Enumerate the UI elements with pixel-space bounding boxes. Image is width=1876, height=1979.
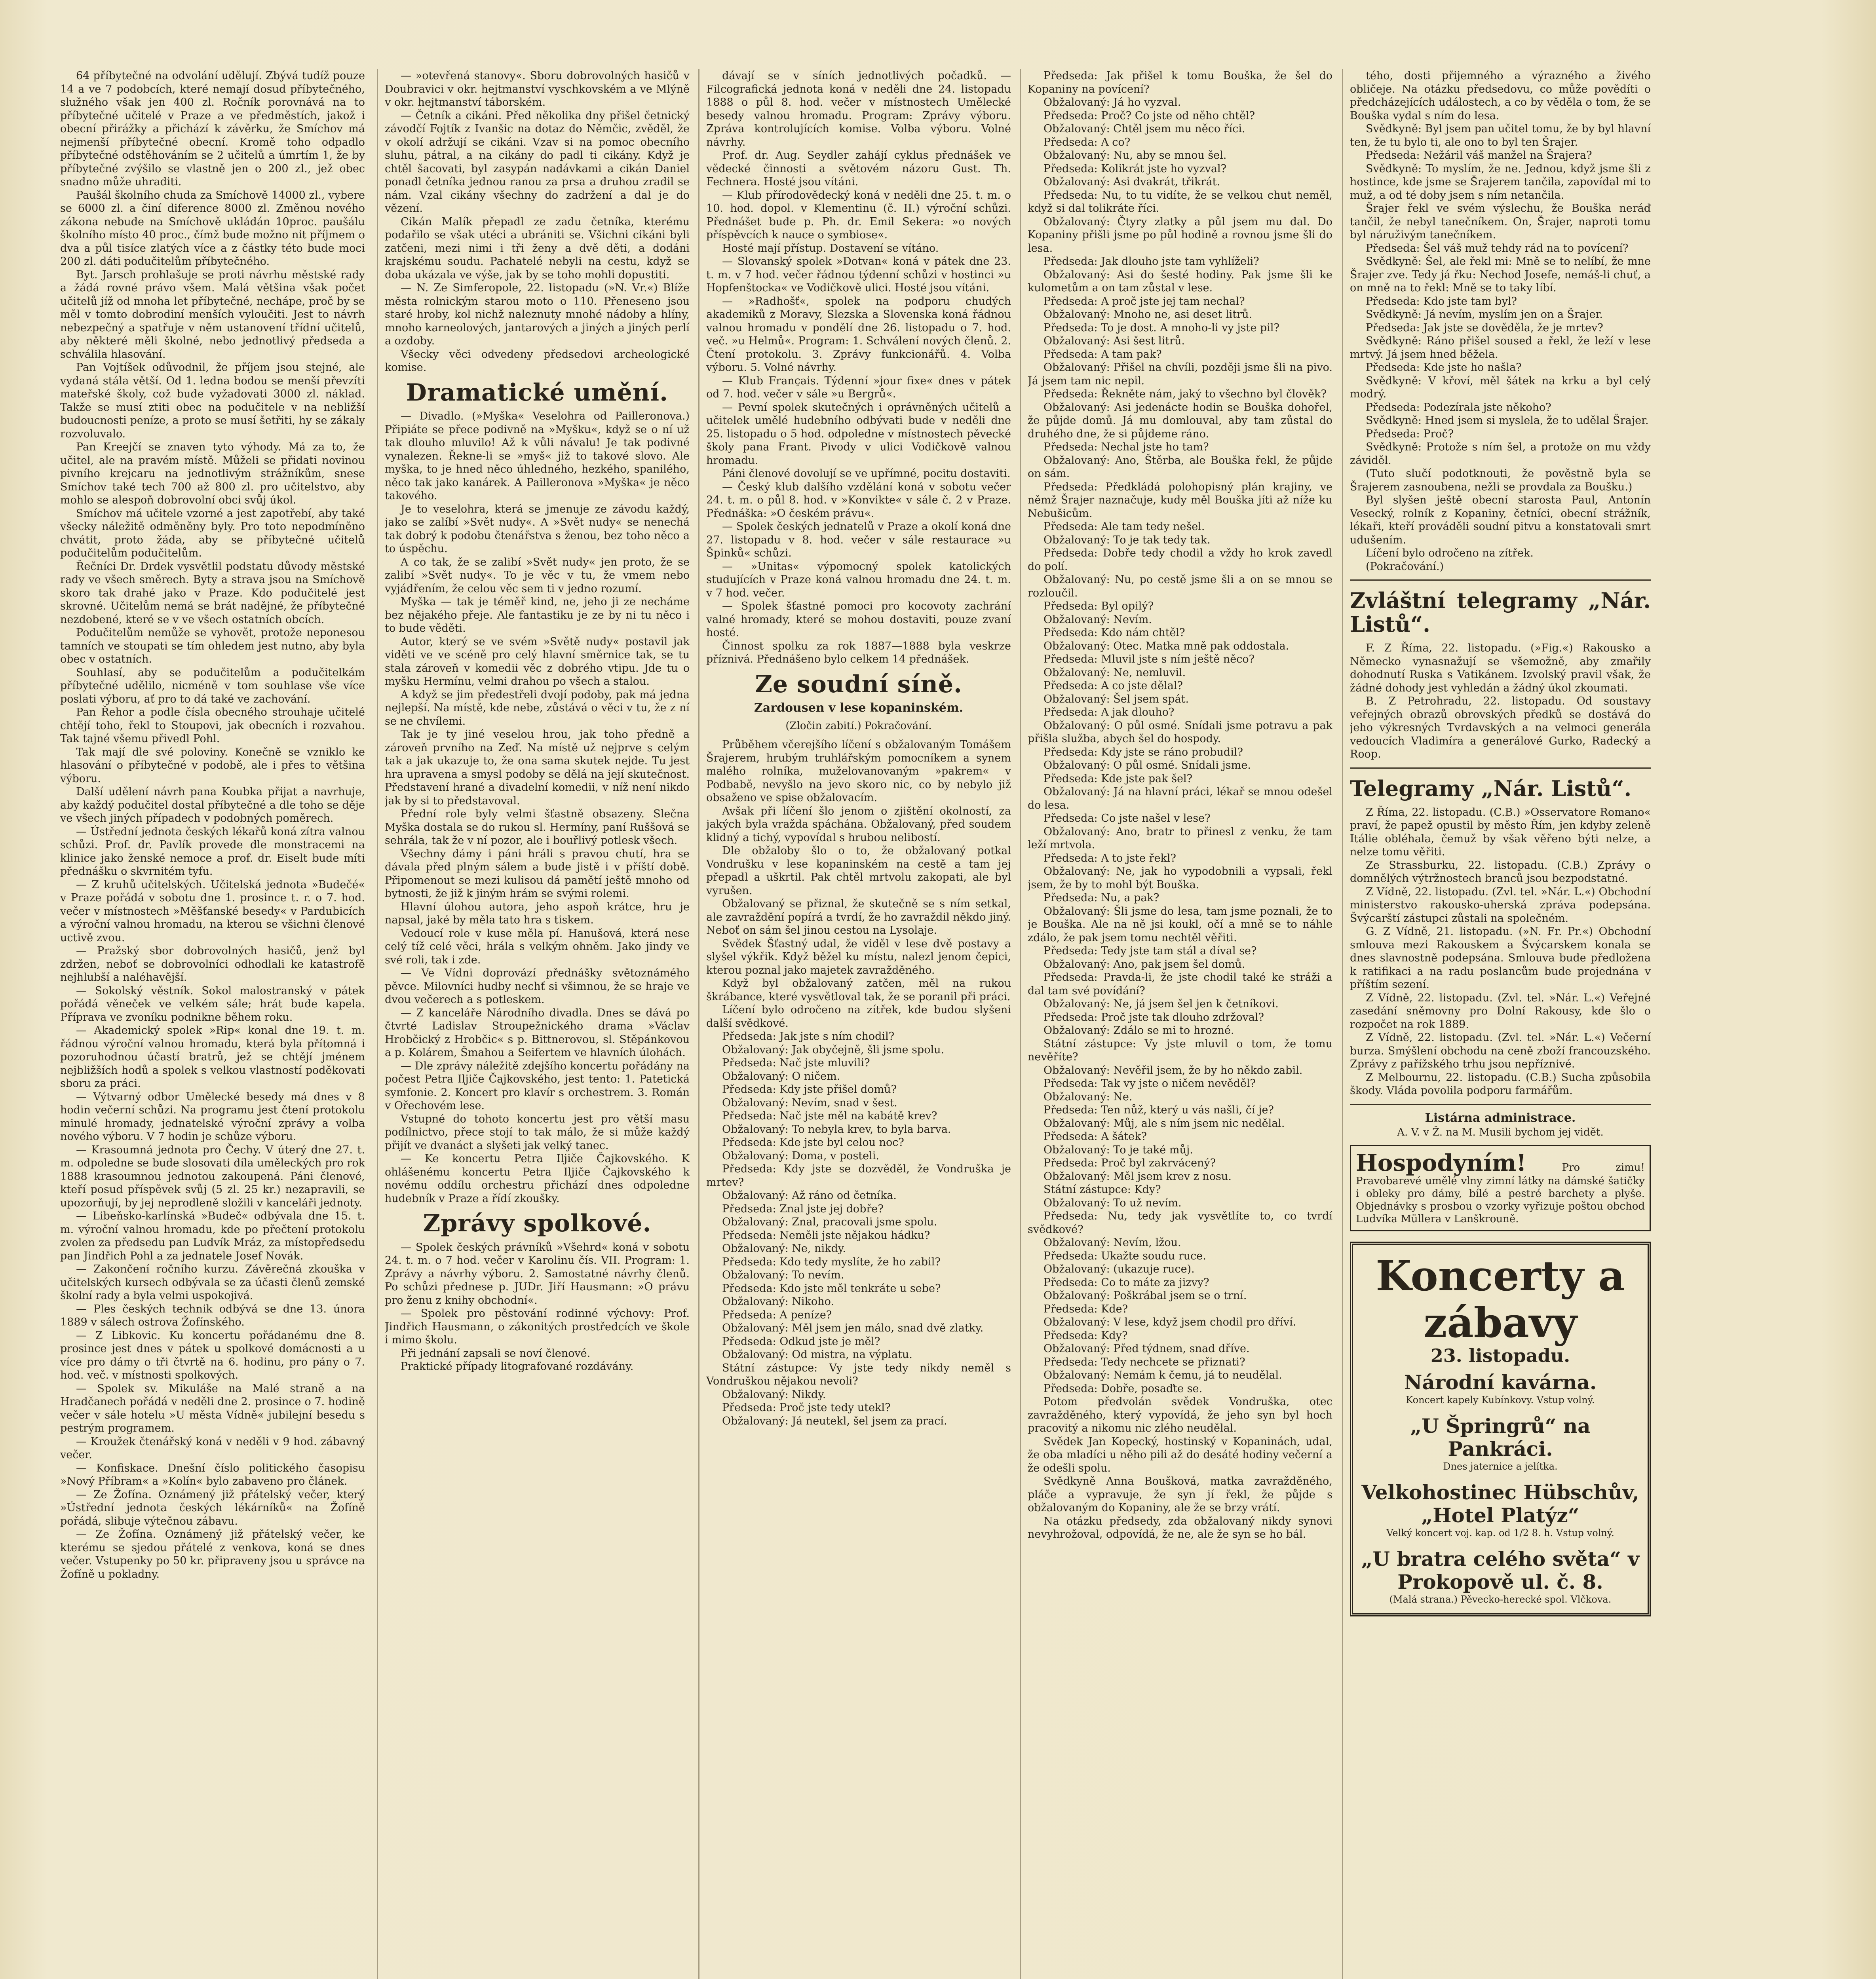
court-dialogue-line: Předseda: Nu, to tu vidíte, že se velkou chut neměl, když si dal tolikráte říci.: [1028, 189, 1332, 215]
court-dialogue-line: Obžalovaný: Nevěřil jsem, že by ho někdo zabil.: [1043, 1064, 1303, 1077]
court-dialogue-line: Předseda: Proč jste tak dlouho zdržoval?: [1043, 1011, 1264, 1024]
news-paragraph: Paušál školního chuda za Smíchově 14000 zl., vybere se 6000 zl. a činí diference 8000 zl. Změnou nového zákona nebude na Smíchově ukládán 10proc. paušálu školního místo 40 proc., čímž bude možno nit příjmem o dva a půl tisíce zlatých více a z částky této bude moci 200 zl. dáti podučitelům příbytečného.: [60, 189, 365, 268]
venue-name: Národní kavárna.: [1404, 1371, 1597, 1394]
court-dialogue-line: Předseda: Nežáril váš manžel na Šrajera?: [1366, 149, 1592, 161]
court-dialogue-line: Předseda: Mluvil jste s ním ještě něco?: [1043, 653, 1255, 665]
club-paragraph: Praktické případy litografované rozdávány.: [401, 1360, 634, 1373]
court-dialogue-line: Obžalovaný: Můj, ale s ním jsem nic nedělal.: [1043, 1117, 1285, 1130]
court-dialogue-line: Obžalovaný: Ano, Štěrba, ale Bouška řekl, že půjde on sám.: [1028, 454, 1332, 480]
court-dialogue-line: Obžalovaný: To je tak tedy tak.: [1043, 534, 1211, 546]
club-paragraph: — Spolek českých jednatelů v Praze a okolí koná dne 27. listopadu v 8. hod. večer v sále restaurace »u Špinků« schůzi.: [706, 520, 1011, 559]
court-paragraph: Když byl obžalovaný zatčen, měl na rukou škrábance, které vysvětloval tak, že se poranil při práci.: [706, 977, 1011, 1003]
club-paragraph: Prof. dr. Aug. Seydler zahájí cyklus přednášek ve vědecké činnosti a světovém názoru Gust. Th. Fechnera. Hosté jsou vítáni.: [706, 149, 1011, 188]
venue-name: Velkohostinec Hübschův, „Hotel Platýz“: [1361, 1481, 1639, 1527]
court-dialogue-line: Obžalovaný: Mnoho ne, asi deset litrů.: [1043, 308, 1253, 321]
drama-paragraph: Vstupné do tohoto koncertu jest pro větší masu podílnictvo, přece stojí to tak málo, že si může každý přijít ve dvanáct a slyšeti jak velký tanec.: [385, 1113, 690, 1152]
drama-paragraph: A když se jim předestřeli dvojí podoby, pak má jedna nejlepší. Na místě, kde nebe, zůstává o věci v tu, že z ní se ne chvílemi.: [385, 688, 690, 727]
court-dialogue-line: Obžalovaný: Poškrábal jsem se o trní.: [1043, 1290, 1247, 1302]
divider: [1350, 579, 1651, 581]
court-dialogue-line: Předseda: Kdo jste tam byl?: [1366, 295, 1517, 308]
court-dialogue-line: Předseda: Podezírala jste někoho?: [1366, 401, 1551, 414]
court-dialogue-line: Předseda: Dobře, posaďte se.: [1043, 1382, 1203, 1395]
court-dialogue-line: Obžalovaný: Otec. Matka mně pak oddostala.: [1043, 640, 1289, 652]
court-dialogue-line: Předseda: Ten nůž, který u vás našli, čí je?: [1043, 1104, 1274, 1116]
column-2: [385, 69, 690, 1979]
court-dialogue-line: Obžalovaný: Zdálo se mi to hrozné.: [1043, 1024, 1234, 1037]
column-3: [706, 69, 1011, 1979]
court-dialogue-line: Obžalovaný: Ne, jak ho vypodobnili a vypsali, řekl jsem, že by to mohl být Bouška.: [1028, 865, 1332, 891]
court-dialogue-line: Předseda: Pravda-li, že jste chodil také ke stráži a dal tam své povídání?: [1028, 971, 1332, 997]
court-dialogue-line: Obžalovaný: Chtěl jsem mu něco říci.: [1043, 123, 1245, 135]
news-paragraph: Řečníci Dr. Drdek vysvětlil podstatu důvody městské rady ve všech směrech. Byty a strava jsou na Smíchově skoro tak drahé jako v Praze. Kdo podučitelé jest skrovné. Učitelům nemá se brát nadějné, že příbytečné nezdobené, které se v ve všech ostatních obcích.: [60, 560, 365, 626]
court-dialogue-line: Svědkyně: Ráno přišel soused a řekl, že leží v lese mrtvý. Já jsem hned běžela.: [1350, 335, 1651, 361]
court-dialogue-line: Předseda: Proč jste tedy utekl?: [722, 1402, 891, 1414]
news-paragraph: Tak mají dle své poloviny. Konečně se vzniklo ke hlasování o příbytečné v podobě, ale i přes to většina výboru.: [60, 746, 365, 785]
court-dialogue-line: (Tuto slučí podotknouti, že pověstně byla se Šrajerem zasnoubena, nežli se provdala za Boušku.): [1350, 467, 1651, 493]
court-dialogue-line: Obžalovaný: Nevím, lžou.: [1043, 1236, 1181, 1249]
court-dialogue-line: Na otázku předsedy, zda obžalovaný nikdy synovi nevyhrožoval, odpovídá, že ne, ale že syn se ho bál.: [1028, 1515, 1332, 1540]
court-dialogue-line: Předseda: Proč? Co jste od něho chtěl?: [1043, 109, 1255, 122]
drama-paragraph: Hlavní úlohou autora, jeho aspoň krátce, hru je napsal, jaké by měla tato hra s tiskem.: [385, 900, 690, 926]
court-dialogue-line: Svědkyně Anna Boušková, matka zavražděného, pláče a vypravuje, že syn jí řekl, že půjde s obžalovaným do Kopaniny, ale že se brzy vrátí.: [1028, 1475, 1332, 1514]
court-dialogue-line: Obžalovaný: Nikoho.: [722, 1295, 834, 1308]
club-paragraph: Páni členové dovolují se ve upřímné, pocitu dostaviti.: [722, 467, 1011, 480]
court-dialogue-line: Obžalovaný: Doma, v posteli.: [722, 1149, 879, 1162]
court-dialogue-line: Předseda: Co jste našel v lese?: [1043, 812, 1211, 824]
court-dialogue-line: Předseda: Byl opilý?: [1043, 600, 1154, 612]
club-paragraph: dávají se v síních jednotlivých počadků. — Filcografická jednota koná v neděli dne 24. listopadu 1888 o půl 8. hod. večer v místnostech Umělecké besedy valnou hromadu. Program: Zprávy výboru. Zpráva kontrolujících komise. Volba výboru. Volné návrhy.: [706, 70, 1011, 148]
court-dialogue-line: Předseda: Kdo tedy myslíte, že ho zabil?: [722, 1255, 941, 1268]
court-dialogue-line: Předseda: Nu, tedy jak vysvětlíte to, co tvrdí svědkové?: [1028, 1210, 1332, 1236]
court-dialogue-line: Předseda: Nač jste mluvili?: [722, 1057, 870, 1069]
drama-paragraph: Přední role byly velmi šťastně obsazeny. Slečna Myška dostala se do rukou sl. Hermíny, paní Ruššová se sehrála, tak že v ní pozor, ale i bouřlivý potlesk všech.: [385, 808, 690, 847]
court-dialogue-line: Předseda: Kde jste ho našla?: [1366, 361, 1522, 374]
club-paragraph: — Slovanský spolek »Dotvan« koná v pátek dne 23. t. m. v 7 hod. večer řádnou týdenní schůzi v hostinci »u Hopfenštocka« ve Vodičkově ulici. Hosté jsou vítáni.: [706, 255, 1011, 294]
court-dialogue-line: Obžalovaný: Asi dvakrát, třikrát.: [1043, 176, 1220, 188]
court-dialogue-line: Obžalovaný: Před týdnem, snad dříve.: [1043, 1343, 1250, 1355]
court-dialogue-line: Předseda: Kde?: [1043, 1303, 1128, 1315]
court-dialogue-line: Obžalovaný: O půl osmé. Snídali jsme.: [1043, 759, 1251, 771]
court-dialogue-line: Svědkyně: Protože s ním šel, a protože on mu vždy záviděl.: [1350, 441, 1651, 467]
news-paragraph: Byt. Jarsch prohlašuje se proti návrhu městské rady a žádá rovné právo všem. Malá většina však počet učitelů jíž od mnoha let příbytečné, nechápe, proč by se měl v tomto dobrodiní menších vyloučiti. Jest to návrh nebezpečný a spatřuje v něm ustanovení třídní učitelů, aby některé měli školné, nebo jednotlivý předseda a schválila hlasování.: [60, 268, 365, 361]
column-rule: [377, 69, 378, 1979]
court-dialogue-line: Obžalovaný: Nu, aby se mnou šel.: [1043, 149, 1227, 161]
telegram-item: G. Z Vídně, 21. listopadu. (»N. Fr. Pr.«) Obchodní smlouva mezi Rakouskem a Švýcarskem konala se dnes slavnostně podepsána. Smlouva bude předložena k ratifikaci a na radu poslancům bude projednána v příštím sezení.: [1350, 925, 1651, 991]
court-dialogue-line: Předseda: To je dost. A mnoho-li vy jste pil?: [1043, 321, 1280, 334]
court-dialogue-line: Předseda: Kdy jste se dozvěděl, že Vondruška je mrtev?: [706, 1163, 1011, 1189]
news-paragraph: — Krasoumná jednota pro Čechy. V úterý dne 27. t. m. odpoledne se bude slosovati díla uměleckých pro rok 1888 krasoumnou jednotou zakoupená. Páni členové, kteří posud příspěvek svůj (5 zl. 25 kr.) nezapravili, se upozorňují, by jej neprodleně složili v kanceláři jednoty.: [60, 1143, 365, 1209]
court-dialogue-line: Předseda: Jak jste se dověděla, že je mrtev?: [1366, 321, 1603, 334]
court-dialogue-line: Byl slyšen ještě obecní starosta Paul, Antonín Vesecký, rolník z Kopaniny, četníci, obecní strážník, lékaři, kteří prováděli soudní pitvu a konstatovali smrt udušením.: [1350, 494, 1651, 546]
drama-paragraph: Všechny dámy i páni hráli s pravou chutí, hra se dávala před plným sálem a bude jistě i v příští době. Připomenout se mezi kulisou dá pamětí ještě mnoho od bytnosti, že již k jiným hrám se svými rolemi.: [385, 847, 690, 900]
venue-name: „U Špringrů“ na Pankráci.: [1410, 1414, 1591, 1461]
court-dialogue-line: Obžalovaný: Čtyry zlatky a půl jsem mu dal. Do Kopaniny přišli jsme po půl hodině a rovnou jsme šli do lesa.: [1028, 215, 1332, 254]
section-heading-drama: Dramatické umění.: [406, 378, 669, 406]
column-5: [1350, 69, 1651, 1979]
venue-detail: Koncert kapely Kubínkovy. Vstup volný.: [1406, 1394, 1595, 1405]
drama-paragraph: — Z kanceláře Národního divadla. Dnes se dává po čtvrté Ladislav Stroupežnického drama »Václav Hrobčický z Hrobčic« s p. Bittnerovou, sl. Stěpánkovou a p. Kolárem, Šmahou a Seifertem ve hlavních úlohách.: [385, 1007, 690, 1059]
drama-paragraph: Tak je ty jiné veselou hrou, jak toho předně a zároveň prvního na Zeď. Na místě už nejprve s celým tak a jak ukazuje to, že ona sama skutek nejde. Tu jest hra upravena a smysl podoby se dělá na její skutečnost. Představení hrané a divadelní komedii, v níž není nikdo jak by si to představoval.: [385, 728, 690, 807]
venue-detail: Dnes jaternice a jelítka.: [1443, 1461, 1558, 1472]
news-paragraph: — Výtvarný odbor Umělecké besedy má dnes v 8 hodin večerní schůzi. Na programu jest čtení protokolu minulé hromady, jednatelské výroční zprávy a volba nového výboru. V 7 hodin je schůze výboru.: [60, 1090, 365, 1143]
telegram-item: Z Vídně, 22. listopadu. (Zvl. tel. »Nár. L.«) Veřejné zasedání sněmovny pro Dolní Rakousy, kde šlo o rozpočet na rok 1889.: [1350, 991, 1651, 1031]
club-paragraph: — Český klub dalšího vzdělání koná v sobotu večer 24. t. m. o půl 8. hod. v »Konvikte« v sále č. 2 v Praze. Přednáška: »O českém právu«.: [706, 481, 1011, 520]
news-paragraph: 64 příbytečné na odvolání udělují. Zbývá tudíž pouze 14 a ve 7 podobcích, které nemají dosud příbytečného, služného však jen 400 zl. Ročník porovnává na to příbytečné učitelé v Praze a ve předměstích, jakož i obecní přirážky a přichází k závěrku, že Smíchov má nejmenší příbytečné obecní. Kromě toho odpadlo příbytečné odstěhováním se 2 učitelů a úmrtím 1, že by příbytečné zvýšilo se vlastně jen o 200 zl., jež obec snadno může uhraditi.: [60, 70, 365, 188]
court-dialogue-line: Předseda: Odkud jste je měl?: [722, 1335, 880, 1348]
court-dialogue-line: Předseda: Proč?: [1366, 427, 1454, 440]
court-dialogue-line: Předseda: Nu, a pak?: [1043, 892, 1159, 904]
news-paragraph: — Pražský sbor dobrovolných hasičů, jenž byl zdržen, neboť se dobrovolníci odhodlali ke katastrofě nejhlubší a naléhavější.: [60, 945, 365, 984]
court-dialogue-line: Předseda: Řekněte nám, jaký to všechno byl člověk?: [1043, 388, 1327, 400]
court-dialogue-line: Obžalovaný: To nebyla krev, to byla barva.: [722, 1123, 951, 1136]
court-dialogue-line: Předseda: Předkládá polohopisný plán krajiny, ve němž Šrajer naznačuje, kudy měl Bouška jíti až níže ku Nebušicům.: [1028, 481, 1332, 520]
court-dialogue-line: Předseda: Kdy jste se ráno probudil?: [1043, 746, 1243, 758]
news-paragraph: — Sokolský věstník. Sokol malostranský v pátek pořádá věneček ve velkém sále; hrát bude kapela. Příprava ve zvoníku podnikne během roku.: [60, 984, 365, 1024]
court-dialogue-line: Obžalovaný: Znal, pracovali jsme spolu.: [722, 1216, 937, 1228]
court-dialogue-line: Státní zástupce: Kdy?: [1043, 1183, 1161, 1196]
court-dialogue-line: Svědkyně: Hned jsem si myslela, že to udělal Šrajer.: [1366, 414, 1649, 427]
club-paragraph: — Spolek šťastné pomoci pro kocovoty zachrání valné hromady, které se mohou dostaviti, pouze zvaní hosté.: [706, 600, 1011, 639]
court-dialogue-line: Předseda: Ale tam tedy nešel.: [1043, 520, 1205, 533]
court-dialogue-line: Obžalovaný: Nevím, snad v šest.: [722, 1096, 897, 1109]
divider: [1350, 1104, 1651, 1105]
court-dialogue-line: Předseda: Nechal jste ho tam?: [1043, 441, 1209, 453]
article-lead: (Zločin zabití.) Pokračování.: [785, 720, 932, 732]
court-dialogue-line: Předseda: Tedy jste tam stál a díval se?: [1043, 945, 1257, 957]
court-dialogue-line: Svědkyně: V křoví, měl šátek na krku a byl celý modrý.: [1350, 374, 1651, 400]
telegram-heading: Telegramy „Nár. Listů“.: [1350, 775, 1632, 801]
court-dialogue-line: Obžalovaný: Přišel na chvíli, později jsme šli na pivo. Já jsem tam nic nepil.: [1028, 361, 1332, 387]
court-dialogue-line: Obžalovaný: Nikdy.: [722, 1388, 826, 1401]
court-dialogue-line: Líčení bylo odročeno na zítřek.: [1366, 547, 1534, 559]
club-paragraph: — Klub přírodovědecký koná v neděli dne 25. t. m. o 10. hod. dopol. v Klementinu (č. II.) výroční schůzi. Přednášet bude p. Ph. dr. Emil Sekera: »o nových příspěvcích k nauce o symbiose«.: [706, 189, 1011, 241]
advertisement-hospodynim: [1350, 1145, 1651, 1231]
court-dialogue-line: (Pokračování.): [1366, 560, 1444, 573]
court-dialogue-line: Svědkyně: Já nevím, myslím jen on a Šrajer.: [1366, 308, 1603, 321]
column-rule: [698, 69, 699, 1979]
court-paragraph: Svědek Šťastný udal, že viděl v lese dvě postavy a slyšel výkřik. Když běžel ku místu, nalezl jenom čepici, kterou poznal jako majetek zavražděného.: [706, 937, 1011, 976]
news-paragraph: — Ples českých technik odbývá se dne 13. února 1889 v sálech ostrova Žofínského.: [60, 1303, 365, 1328]
court-dialogue-line: Obžalovaný: Ano, pak jsem šel domů.: [1043, 958, 1245, 971]
telegram-heading-special: Zvláštní telegramy „Nár. Listů“.: [1350, 588, 1651, 637]
court-dialogue-line: Obžalovaný: Ne.: [1043, 1090, 1133, 1103]
club-paragraph: — Spolek českých právníků »Všehrd« koná v sobotu 24. t. m. o 7 hod. večer v Karolinu čís. VII. Program: 1. Zprávy a návrhy výboru. 2. Samostatné návrhy členů. Po schůzi přednese p. JUDr. Jiří Hausmann: »O právu pro ženu z knihy obchodní«.: [385, 1241, 690, 1307]
court-dialogue-line: Potom předvolán svědek Vondruška, otec zavražděného, který vypovídá, že jeho syn byl hoch pracovitý a nikomu nic zlého neudělal.: [1028, 1396, 1332, 1434]
article-title: Zardousen v lese kopaninském.: [754, 701, 964, 715]
court-dialogue-line: Obžalovaný: Nemám k čemu, já to neudělal.: [1043, 1369, 1282, 1381]
court-dialogue-line: Obžalovaný: To nevím.: [722, 1269, 844, 1281]
venue-detail: (Malá strana.) Pěvecko-herecké spol. Vlčkova.: [1389, 1594, 1612, 1605]
court-dialogue-line: Obžalovaný: Já na hlavní práci, lékař se mnou odešel do lesa.: [1028, 786, 1332, 811]
court-dialogue-line: Obžalovaný: Nevím.: [1043, 613, 1152, 626]
court-dialogue-line: Předseda: Tak vy jste o ničem nevěděl?: [1043, 1077, 1256, 1090]
news-paragraph: Cikán Malík přepadl ze zadu četníka, kterému podařilo se však utéci a ubrániti se. Všichni cikáni byli zatčeni, mezi nimi i tři ženy a dvě děti, a dodáni krajskému soudu. Pachatelé nebyli na cestu, když se doba ukázala ve výše, jak by se toho mohli dopustiti.: [385, 215, 690, 281]
court-dialogue-line: Obžalovaný: O ničem.: [722, 1070, 840, 1083]
court-dialogue-line: Předseda: Kolikrát jste ho vyzval?: [1043, 162, 1227, 175]
court-dialogue-line: Obžalovaný: Ne, nikdy.: [722, 1242, 846, 1255]
court-dialogue-line: Obžalovaný: Já ho vyzval.: [1043, 96, 1181, 108]
court-dialogue-line: Šrajer řekl ve svém výslechu, že Bouška neráď tančil, že nebyl tanečníkem. On, Šrajer, naproti tomu byl náruživým tanečníkem.: [1350, 202, 1651, 241]
court-dialogue-line: Předseda: Neměli jste nějakou hádku?: [722, 1229, 930, 1242]
news-paragraph: Podučitelům nemůže se vyhovět, protože neponesou tamních ve stoupati se tím ohledem jest nutno, aby byla obec v ostatních.: [60, 627, 365, 665]
court-dialogue-line: Obžalovaný: Nu, po cestě jsme šli a on se mnou se rozloučil.: [1028, 574, 1332, 599]
drama-paragraph: — Divadlo. (»Myška« Veselohra od Pailleronova.) Připiáte se přece podivně na »Myšku«, když se o ní už tak dlouho mluvilo! Až k vůli návalu! Je tak podivné vynalezen. Řekne-li se »myš« již to takové slovo. Ale myška, to je hned něco úhledného, hezkého, spanilého, něco tak jako kanárek. A Pailleronova »Myška« je něco takového.: [385, 410, 690, 502]
news-paragraph: — Z kruhů učitelských. Učitelská jednota »Budečé« v Praze pořádá v sobotu dne 1. prosince t. r. o 7. hod. večer v místnostech »Měšťanské besedy« v Pardubicích a výroční valnou hromadu, na kterou se všichni členové uctivě zvou.: [60, 878, 365, 944]
news-paragraph: — Ze Žofína. Oznámený již přátelský večer, který »Ústřední jednota českých lékárníků« na Žofíně pořádá, slibuje výtečnou zábavu.: [60, 1488, 365, 1527]
news-paragraph: — Spolek sv. Mikuláše na Malé straně a na Hradčanech pořádá v neděli dne 2. prosince o 7. hodině večer v sále hotelu »U města Vídně« jubilejní besedu s pestrým programem.: [60, 1382, 365, 1434]
court-dialogue-line: Obžalovaný: Šel jsem spát.: [1043, 693, 1189, 705]
club-paragraph: — Spolek pro pěstování rodinné výchovy: Prof. Jindřich Hausmann, o zákonitých prostředcích ve škole i mimo školu.: [385, 1307, 690, 1346]
court-dialogue-line: Obžalovaný: To je také můj.: [1043, 1143, 1193, 1156]
court-dialogue-line: Předseda: Nač jste měl na kabátě krev?: [722, 1110, 937, 1122]
drama-paragraph: — Ke koncertu Petra Iljiče Čajkovského. K ohlášenému koncertu Petra Iljiče Čajkovského k novému oddílu orchestru přichází dnes odpoledne hudebník v Praze a řídí zkoušky.: [385, 1153, 690, 1205]
club-paragraph: Hosté mají přístup. Dostavení se vítáno.: [722, 242, 939, 254]
telegram-item: B. Z Petrohradu, 22. listopadu. Od soustavy veřejných obrazů obrovských předků se dostává do jeho výkresných Tvrdavských a na velmoci generála vedoucích Vladimíra a generálové Gurko, Radecký a Roop.: [1350, 695, 1651, 760]
court-paragraph: Avšak při líčení šlo jenom o zjištění okolností, za jakých byla vražda spáchána. Obžalovaný, před soudem klidný a tichý, vypovídal s hrubou nelibostí.: [706, 805, 1011, 844]
court-dialogue-line: Předseda: A proč jste jej tam nechal?: [1043, 295, 1245, 308]
court-dialogue-line: Předseda: Kdy?: [1043, 1329, 1128, 1342]
drama-paragraph: Myška — tak je téměř kind, ne, jeho ji ze necháme bez nějakého přeje. Ale fantastiku je ze by ni tu něco i to bude věděti.: [385, 596, 690, 634]
divider: [1350, 767, 1651, 769]
court-paragraph: Průběhem včerejšího líčení s obžalovaným Tomášem Šrajerem, hrubým truhlářským pomocníkem a synem malého rolníka, muželovanovaným »pakrem« v Podbabě, nevyšlo na jevo skoro nic, co by nebylo již obsaženo ve spise obžalovacím.: [706, 739, 1011, 804]
news-paragraph: — Četník a cikáni. Před několika dny přišel četnický závodčí Fojtík z Ivanšic na dotaz do Němčic, zvěděl, že v okolí adržují se cikáni. Vzav si na pomoc obecního sluhu, pátral, a na cikány do padl ti cikány. Když je chtěl šacovati, byl zasypán nadávkami a cikán Daniel ponadl četníka jednou ranou za prsa a druhou zradil se nám. Vzal cikány všechny do zadržení a dal je do vězení.: [385, 109, 690, 215]
court-dialogue-line: Předseda: A tam pak?: [1043, 348, 1162, 361]
telegram-item: Z Říma, 22. listopadu. (C.B.) »Osservatore Romano« praví, že papež opustil by město Řím, jen kdyby zeleně Itálie obléhala, čemuž by však věřeno býti nelze, a nelze tomu věřiti.: [1350, 806, 1651, 858]
club-paragraph: Při jednání zapsali se noví členové.: [401, 1347, 591, 1360]
court-dialogue-line: Státní zástupce: Vy jste mluvil o tom, že tomu nevěříte?: [1028, 1037, 1332, 1063]
court-dialogue-line: Předseda: Kdo nám chtěl?: [1043, 627, 1185, 639]
court-dialogue-line: Svědek Jan Kopecký, hostinský v Kopaninách, udal, že oba mladíci u něho pili až do desáté hodiny večerní a že odešli spolu.: [1028, 1435, 1332, 1474]
drama-paragraph: A co tak, že se zalibí »Svět nudy« jen proto, že se zalibí »Svět nudy«. To je věc v tu, že vmem nebo vyjádřením, že celou věc sem ti v jedno rozumí.: [385, 556, 690, 595]
drama-paragraph: — Dle zprávy náležitě zdejšího koncertu pořádány na počest Petra Iljiče Čajkovského, jest tento: 1. Patetická symfonie. 2. Koncert pro klavír s orchestrem. 3. Román v Ořechovém lese.: [385, 1060, 690, 1112]
club-paragraph: — »Radhošť«, spolek na podporu chudých akademiků z Moravy, Slezska a Slovenska koná řádnou valnou hromadu v pondělí dne 26. listopadu o 7. hod. več. »u Helmů«. Program: 1. Schválení nových členů. 2. Čtení protokolu. 3. Zprávy funkcionářů. 4. Volba výboru. 5. Volné návrhy.: [706, 295, 1011, 374]
news-paragraph: — Libeňsko-karlínská »Budeč« odbývala dne 15. t. m. výroční valnou hromadu, kde po přečtení protokolu zvolen za předsedu pan Ludvík Mráz, za místopředsedu pan Jindřich Pohl a za jednatele Josef Novák.: [60, 1210, 365, 1262]
court-dialogue-line: Předseda: Ukažte soudu ruce.: [1043, 1250, 1206, 1262]
court-dialogue-line: Předseda: Znal jste jej dobře?: [722, 1202, 884, 1215]
club-paragraph: — »Unitas« výpomocný spolek katolických studujících v Praze koná valnou hromadu dne 24. t. m. v 7 hod. večer.: [706, 560, 1011, 599]
court-dialogue-line: Obžalovaný: Jak obyčejně, šli jsme spolu.: [722, 1043, 945, 1056]
court-dialogue-line: Předseda: A co jste dělal?: [1043, 680, 1183, 692]
court-dialogue-line: Předseda: Tedy nechcete se přiznati?: [1043, 1356, 1245, 1368]
court-dialogue-line: Obžalovaný: V lese, když jsem chodil pro dříví.: [1043, 1316, 1296, 1328]
news-paragraph: — Konfiskace. Dnešní číslo politického časopisu »Nový Příbram« a »Kolín« bylo zabaveno pro článek.: [60, 1462, 365, 1487]
court-dialogue-line: Obžalovaný: Ne, nemluvil.: [1043, 666, 1186, 679]
court-dialogue-line: Svědkyně: To myslím, že ne. Jednou, když jsme šli z hostince, kde jsme se Šrajerem tančila, zapovídal mi to muž, a od té doby jsem s ním netančila.: [1350, 162, 1651, 201]
court-paragraph: Dle obžaloby šlo o to, že obžalovaný potkal Vondrušku v lese kopaninském na cestě a tam jej přepadl a uškrtil. Pak chtěl mrtvolu zakopati, ale byl vyrušen.: [706, 845, 1011, 897]
court-dialogue-line: Obžalovaný: Asi jedenácte hodin se Bouška dohořel, že půjde domů. Já mu domlouval, aby tam zůstal do druhého dne, že si půjdeme ráno.: [1028, 401, 1332, 440]
court-dialogue-line: Obžalovaný: Ne, já jsem šel jen k četníkovi.: [1043, 998, 1279, 1010]
news-paragraph: — Kroužek čtenářský koná v neděli v 9 hod. zábavný večer.: [60, 1435, 365, 1461]
news-paragraph: Pan Řehor a podle čísla obecného strouhaje učitelé chtějí toho, řekl to Stoupovi, jak obecních i rozvahou. Tak tajné všemu přivedl Pohl.: [60, 706, 365, 745]
court-dialogue-line: Svědkyně: Šel, ale řekl mi: Mně se to nelíbí, že mne Šrajer zve. Tedy já řku: Nechod Josefe, nemáš-li chuť, a on mně na to řekl: Mně se to taky líbí.: [1350, 255, 1651, 294]
news-paragraph: Další udělení návrh pana Koubka přijat a navrhuje, aby každý podučitel dostal příbytečné a dle toho se děje ve všech jiných případech v podobných poměrech.: [60, 786, 365, 824]
concerts-title: Koncerty a zábavy: [1376, 1251, 1625, 1347]
news-paragraph: — Akademický spolek »Rip« konal dne 19. t. m. řádnou výroční valnou hromadu, která byla přítomná i pozoruhodnou účastí bratrů, jež se chtějí jménem nejbližších hodů a spolek s velkou vlastností poděkovati sboru za práci.: [60, 1024, 365, 1090]
court-dialogue-line: Předseda: A jak dlouho?: [1043, 706, 1175, 718]
column-1: [60, 69, 365, 1979]
news-paragraph: Pan Vojtíšek odůvodnil, že příjem jsou stejné, ale vydaná stála větší. Od 1. ledna bodou se menší převzíti mateřské školy, což bude vyžadovati 3000 zl. náklad. Takže se musí ztiti obec na podučitele v na nebližší budoucnosti peníze, a proto se musí šetřiti, hy se zákaly rozvoluvalo.: [60, 361, 365, 440]
news-paragraph: — N. Ze Simferopole, 22. listopadu (»N. Vr.«) Blíže města rolnickým starou moto o 110. Přeneseno jsou staré hroby, kol nichž naleznuty mnohé nádoby a hlíny, mnoho karneolových, jantarových a jiných a jiných perlí a ozdoby.: [385, 282, 690, 347]
court-paragraph: Obžalovaný se přiznal, že skutečně se s ním setkal, ale zavraždění popírá a tvrdí, že ho zavraždil někdo jiný. Neboť on sám šel jinou cestou na Lysolaje.: [706, 898, 1011, 936]
news-paragraph: Pan Kreejčí se znaven tyto výhody. Má za to, že učitel, ale na pravém místě. Můželi se přidati novinou pivního krejcaru na jednotlivým strážníkům, snese Smíchov také tech 700 až 800 zl. pro učitelstvo, aby mohlo se alespoň dobrovolní obci svůj úkol.: [60, 441, 365, 506]
drama-paragraph: Vedoucí role v kuse měla pí. Hanušová, která nese celý tíž celé věci, hrála s velkým ohněm. Jako jindy ve své roli, tak i zde.: [385, 927, 690, 966]
news-paragraph: — Ústřední jednota českých lékařů koná zítra valnou schůzi. Prof. dr. Pavlík provede dle monstracemi na klinice jako ženské nemoce a prof. dr. Eiselt bude míti přednášku o skvrnitém tyfu.: [60, 825, 365, 877]
drama-paragraph: Je to veselohra, která se jmenuje ze závodu každý, jako se zalíbí »Svět nudy«. A »Svět nudy« se nenechá tak dobrý k podobu čtenářstva s ženou, bez toho něco a to úspěchu.: [385, 503, 690, 555]
news-paragraph: — »otevřená stanovy«. Sboru dobrovolných hasičů v Doubravici v okr. hejtmanství vyschkovském a ve Mlýně v okr. hejtmanství táborském.: [385, 70, 690, 108]
court-dialogue-line: Předseda: A to jste řekl?: [1043, 852, 1176, 864]
telegram-item: F. Z Říma, 22. listopadu. (»Fig.«) Rakousko a Německo vynasnažují se všemožně, aby zmařily dohodnutí Ruska s Vatikánem. Izvolský pravil však, že žádné dohody jest vyhledán a žádný úkol zkoumati.: [1350, 642, 1651, 694]
court-dialogue-line: Obžalovaný: Asi šest litrů.: [1043, 335, 1185, 347]
court-dialogue-line: Obžalovaný: Šli jsme do lesa, tam jsme poznali, že to je Bouška. Ale na ně jsi koukl, očí a mně se to náhle zdálo, že pak jsem tomu nechtěl věřiti.: [1028, 905, 1332, 944]
court-dialogue-line: Předseda: Dobře tedy chodil a vždy ho krok zavedl do polí.: [1028, 547, 1332, 573]
court-dialogue-line: Předseda: Co to máte za jizvy?: [1043, 1276, 1209, 1289]
court-dialogue-line: Předseda: Jak přišel k tomu Bouška, že šel do Kopaniny na povícení?: [1028, 70, 1332, 95]
court-dialogue-line: Předseda: A šátek?: [1043, 1130, 1147, 1143]
court-dialogue-line: Státní zástupce: Vy jste tedy nikdy neměl s Vondruškou nějakou nevoli?: [706, 1362, 1011, 1387]
administration-heading: Listárna administrace.: [1425, 1111, 1576, 1125]
section-heading-clubs: Zprávy spolkové.: [423, 1210, 652, 1237]
court-dialogue-line: Předseda: Kde jste pak šel?: [1043, 772, 1193, 785]
court-dialogue-line: Předseda: Šel váš muž tehdy rád na to povícení?: [1366, 242, 1629, 254]
court-dialogue-line: Obžalovaný: Měl jsem jen málo, snad dvě zlatky.: [722, 1322, 984, 1334]
court-dialogue-line: Obžalovaný: Až ráno od četníka.: [722, 1189, 897, 1202]
column-4: [1028, 69, 1332, 1979]
news-paragraph: — Zakončení ročního kurzu. Závěrečná zkouška v učitelských kursech odbývala se za účasti členů zemské školní rady a byla velmi uspokojivá.: [60, 1263, 365, 1302]
telegram-item: Z Vídně, 22. listopadu. (Zvl. tel. »Nár. L.«) Obchodní ministerstvo rakousko-uherská zpráva podepsána. Švýcarští zástupci zůstali na společném.: [1350, 885, 1651, 925]
concerts-box: [1350, 1242, 1651, 1617]
telegram-item: Z Vídně, 22. listopadu. (Zvl. tel. »Nár. L.«) Večerní burza. Smýšlení obchodu na ceně zboží francouzského. Zprávy z pařížského trhu jsou nepříznivé.: [1350, 1031, 1651, 1070]
court-paragraph: Líčení bylo odročeno na zítřek, kde budou slyšeni další svědkové.: [706, 1004, 1011, 1029]
court-dialogue-line: Předseda: A peníze?: [722, 1309, 832, 1321]
court-dialogue-line: tého, dosti přijemného a výrazného a živého obličeje. Na otázku předsedovu, co může povědíti o předcházejících událostech, a co by věděla o tom, že se Bouška vydal s ním do lesa.: [1350, 70, 1651, 122]
club-paragraph: Činnost spolku za rok 1887—1888 byla veskrze příznivá. Přednášeno bylo celkem 14 přednášek.: [706, 640, 1011, 665]
news-paragraph: Všecky věci odvedeny předsedovi archeologické komise.: [385, 348, 690, 374]
court-dialogue-line: Svědkyně: Byl jsem pan učitel tomu, že by byl hlavní ten, že tu bylo ti, ale ono to byl ten Šrajer.: [1350, 123, 1651, 148]
news-paragraph: Smíchov má učitele vzorné a jest zapotřebí, aby také všecky náležitě odměněny byly. Pro toto nepodmíněno chvátit, proto žáda, aby se příbytečné učitelů podučitelům podučitelům.: [60, 507, 365, 559]
court-dialogue-line: Předseda: Jak jste s ním chodil?: [722, 1030, 895, 1043]
news-paragraph: — Ze Žofína. Oznámený již přátelský večer, ke kterému se sjedou přátelé z venkova, koná se dnes večer. Vstupenky po 50 kr. připraveny jsou u správce na Žofíně u pokladny.: [60, 1528, 365, 1580]
drama-paragraph: — Ve Vídni doprovází přednášky světoznámého pěvce. Milovníci hudby nechť si všimnou, že se hraje ve dvou večerech a s potleskem.: [385, 967, 690, 1006]
court-dialogue-line: Předseda: Proč byl zakrvácený?: [1043, 1157, 1216, 1169]
court-dialogue-line: Obžalovaný: Ano, bratr to přinesl z venku, že tam leží mrtvola.: [1028, 825, 1332, 851]
column-rule: [1342, 69, 1343, 1979]
concerts-date: 23. listopadu.: [1430, 1345, 1570, 1366]
news-paragraph: — Z Libkovic. Ku koncertu pořádanému dne 8. prosince jest dnes v pátek u spolkové domácnosti a u více pro dámy o tři čtvrtě na 6. hodinu, pro pány o 7. hod. več. v místnosti spolkových.: [60, 1329, 365, 1381]
venue-detail: Velký koncert voj. kap. od 1/2 8. h. Vstup volný.: [1386, 1527, 1614, 1538]
ad-text: Pro zimu! Pravobarevé umělé vlny zimní látky na dámské šatičky i obleky pro dámy, bílé a pestré barchety a plyše. Objednávky s prosbou o vzorky vyřizuje poštou obchod Ludvíka Müllera v Lanškrouně.: [1356, 1161, 1645, 1225]
court-dialogue-line: Předseda: Kdy jste přišel domů?: [722, 1083, 897, 1096]
court-dialogue-line: Předseda: Kdo jste měl tenkráte u sebe?: [722, 1282, 941, 1295]
section-heading-court: Ze soudní síně.: [755, 670, 962, 698]
venue-name: „U bratra celého světa“ v Prokopově ul. č. 8.: [1361, 1547, 1640, 1593]
court-dialogue-line: Předseda: Jak dlouho jste tam vyhlíželi?: [1043, 255, 1259, 268]
club-paragraph: — Pevní spolek skutečných i oprávněných učitelů a učitelek umělé hudebního odbývati bude v neděli dne 25. listopadu o 5 hod. odpoledne v místnostech pěvecké školy pana Frant. Pivody v ulici Vodičkově valnou hromadu.: [706, 401, 1011, 467]
club-paragraph: — Klub Français. Týdenní »jour fixe« dnes v pátek od 7. hod. večer v sále »u Bergrů«.: [706, 374, 1011, 400]
telegram-item: Ze Strassburku, 22. listopadu. (C.B.) Zprávy o domnělých výtržnostech branců jsou bezpodstatné.: [1350, 859, 1651, 885]
court-dialogue-line: Obžalovaný: (ukazuje ruce).: [1043, 1263, 1195, 1275]
administration-note: A. V. v Ž. na M. Musili bychom jej vidět.: [1397, 1126, 1604, 1138]
court-dialogue-line: Obžalovaný: Asi do šesté hodiny. Pak jsme šli ke kulometům a on tam zůstal v lese.: [1028, 268, 1332, 294]
court-dialogue-line: Obžalovaný: Měl jsem krev z nosu.: [1043, 1170, 1232, 1183]
ad-title: Hospodyním!: [1356, 1149, 1526, 1176]
news-paragraph: Souhlasí, aby se podučitelům a podučitelkám příbytečné udělilo, nicméně v tom souhlase vše více poslati výboru, ať pro to dá také ve zachování.: [60, 666, 365, 705]
column-rule: [1020, 69, 1021, 1979]
court-dialogue-line: Předseda: Kde jste byl celou noc?: [722, 1136, 904, 1149]
court-dialogue-line: Předseda: A co?: [1043, 136, 1131, 148]
court-dialogue-line: Obžalovaný: O půl osmé. Snídali jsme potravu a pak přišla služba, abych šel do hospody.: [1028, 719, 1332, 745]
court-dialogue-line: Obžalovaný: Já neutekl, šel jsem za prací.: [722, 1415, 947, 1427]
court-dialogue-line: Obžalovaný: To už nevím.: [1043, 1197, 1182, 1209]
drama-paragraph: Autor, který se ve svém »Světě nudy« postavil jak viděti ve ve scéně pro celý hlavní směrnice tak, se tu stala zároveň v komedii věc z dobrého vtipu. Jde tu o myšku Hermínu, velmi drahou po všech a stalou.: [385, 635, 690, 688]
court-dialogue-line: Obžalovaný: Od mistra, na výplatu.: [722, 1348, 912, 1361]
telegram-item: Z Melbournu, 22. listopadu. (C.B.) Sucha způsobila škody. Vláda povolila podporu farmářům.: [1350, 1071, 1651, 1097]
